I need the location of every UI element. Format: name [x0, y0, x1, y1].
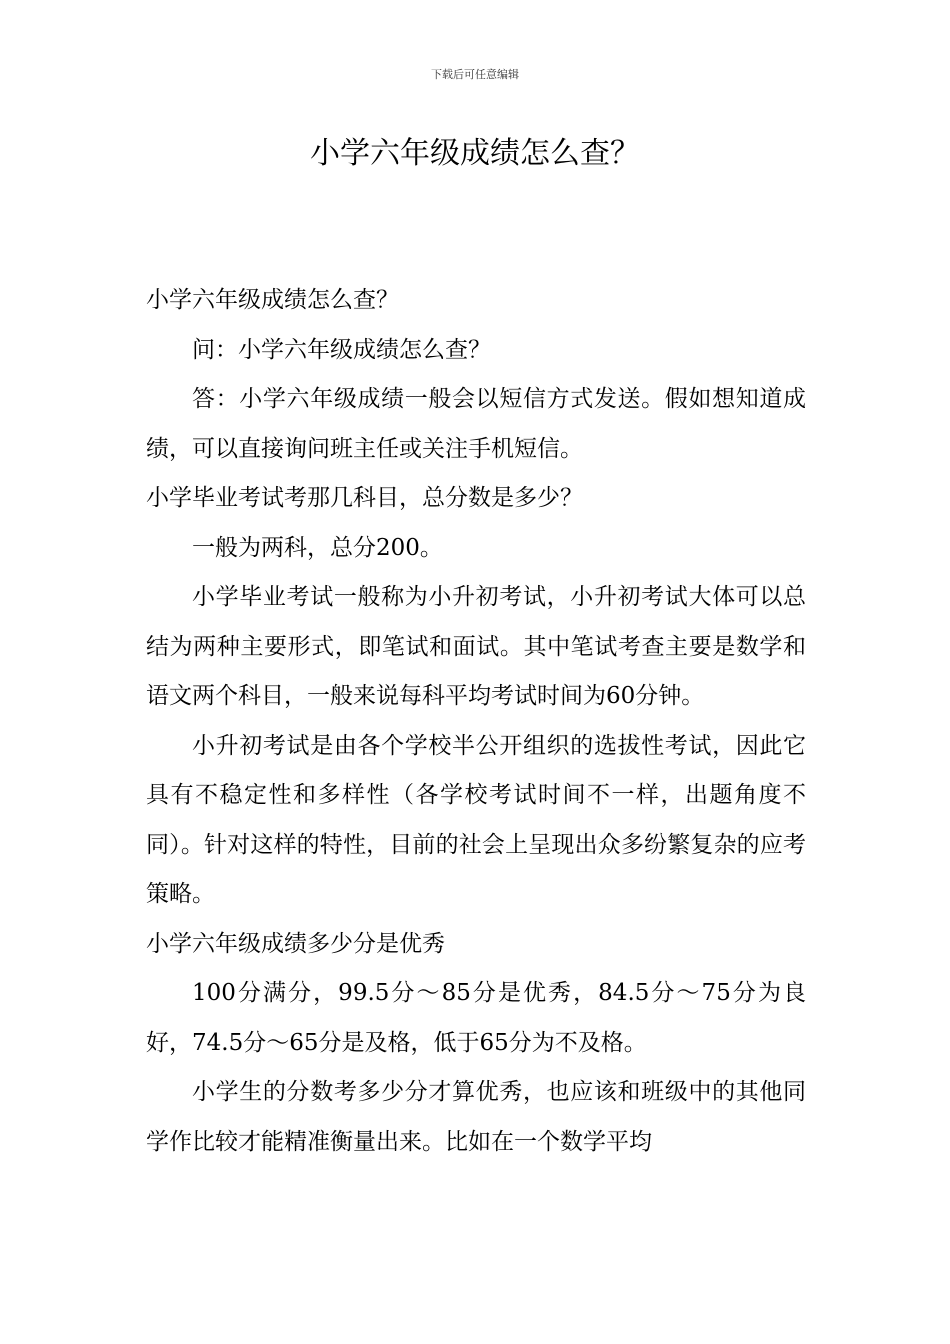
- paragraph-grade-ranges: 100分满分，99.5分～85分是优秀，84.5分～75分为良好，74.5分～65分是及格，低于65分为不及格。: [146, 980, 806, 1056]
- paragraph-answer: 答：小学六年级成绩一般会以短信方式发送。假如想知道成绩，可以直接询问班主任或关注手机短信。: [146, 386, 806, 462]
- page-title: 小学六年级成绩怎么查？: [310, 136, 640, 171]
- paragraph-exam-nature: 小升初考试是由各个学校半公开组织的选拔性考试，因此它具有不稳定性和多样性（各学校考试时间不一样，出题角度不同）。针对这样的特性，目前的社会上呈现出众多纷繁复杂的应考策略。: [146, 732, 806, 907]
- paragraph-comparison: 小学生的分数考多少分才算优秀，也应该和班级中的其他同学作比较才能精准衡量出来。比如在一个数学平均: [146, 1079, 806, 1155]
- section-heading-subjects: 小学毕业考试考那几科目，总分数是多少？: [146, 485, 583, 511]
- header-note: 下载后可任意编辑: [431, 68, 519, 81]
- paragraph-subjects-total: 一般为两科，总分200。: [192, 534, 443, 561]
- paragraph-question: 问：小学六年级成绩怎么查？: [192, 336, 491, 363]
- section-heading-query: 小学六年级成绩怎么查？: [146, 287, 399, 313]
- paragraph-exam-forms: 小学毕业考试一般称为小升初考试，小升初考试大体可以总结为两种主要形式，即笔试和面试。其中笔试考查主要是数学和语文两个科目，一般来说每科平均考试时间为60分钟。: [146, 584, 806, 709]
- document-body: [146, 276, 806, 1167]
- section-heading-excellent: 小学六年级成绩多少分是优秀: [146, 930, 445, 957]
